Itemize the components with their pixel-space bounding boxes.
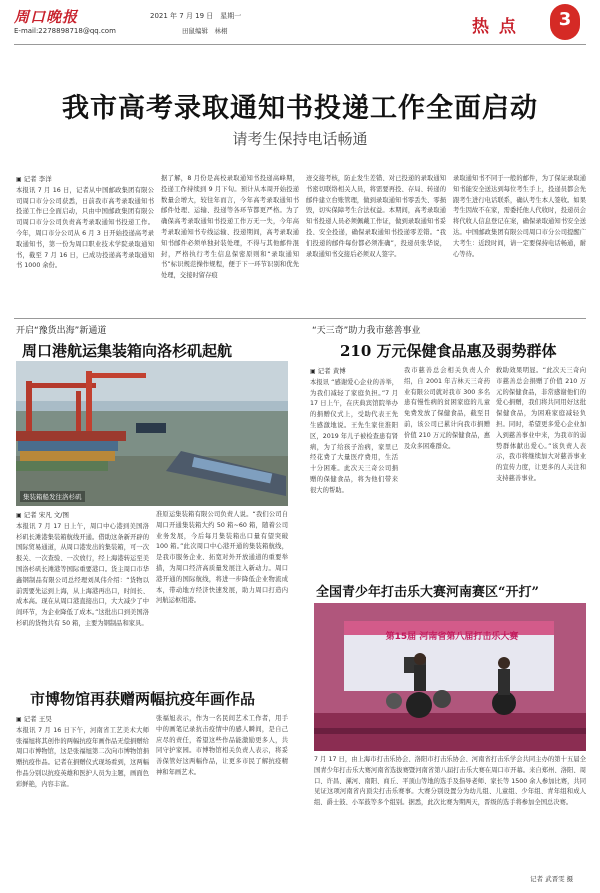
lead-byline: ▣ 记者 李洋	[16, 174, 154, 186]
charity-headline: 210 万元保健食品惠及弱势群体	[340, 342, 557, 360]
charity-column-3: 救助效果明显。“此次天三奇向市慈善总会捐赠了价值 210 万元的保健食品，非常感谢他们的爱心捐赠，我们将共同用好这批保健食品，为困难家庭减轻负担。同时，希望更多爱心企业加入到慈善事业中来，为我市的弱势群体献出爱心。”该负责人表示，我市将继续加大对慈善事业的宣传力度，让更多的人关注和支持慈善事业。	[496, 367, 586, 482]
drum-byline: 记者 武晋雯 摄	[530, 875, 574, 883]
lead-column-1	[16, 174, 154, 314]
port-column-1	[16, 510, 149, 670]
port-photo-caption: 集装箱船发往洛杉矶	[20, 491, 85, 502]
masthead-divider	[14, 44, 586, 45]
drum-headline: 全国青少年打击乐大赛河南赛区“开打”	[316, 585, 539, 600]
lead-text-1: 本报讯 7 月 16 日，记者从中国邮政集团有限公司周口市分公司获悉，日前我市高考录取通知书投递工作已全面启动，只由中国邮政集团有限公司周口市分公司负责高考录取通知书投递工作。今年，周口市分公司从 6 月 3 日开始投递高考录取通知书，第一份为周口职业技术学院录取通知书，截至 7 月 16 日，已成功投递高考录取通知书 1000 余份。	[16, 186, 154, 270]
charity-kicker: “天三奇”助力我市慈善事业	[312, 326, 421, 336]
drum-photo-image	[314, 603, 586, 751]
museum-byline: ▣ 记者 王昊	[16, 714, 149, 726]
port-photo-image	[16, 361, 288, 506]
lead-headline: 我市高考录取通知书投递工作全面启动	[62, 93, 538, 124]
masthead	[0, 0, 600, 44]
lead-column-3: 迹交接考核，防止发生差错、对已投递的录取通知书密切联络相关人员，将需要再投、存局、转递的邮件建立台账管理，做到录取通知书零丢失、零损毁，切实保障考生合法权益。本期间，高考录取通知书投递人员必须佩戴工作证，做到录取通知书妥投、安全投递，确保录取通知书投递零差错。“我们投递的邮件每份都必须准确”，投递员张华说，录取通知书交接后必须双人签字。	[306, 175, 446, 258]
port-photo	[16, 361, 288, 506]
port-kicker: 开启“豫货出海”新通道	[16, 326, 107, 336]
drum-photo	[314, 603, 586, 751]
museum-column-2: 张福旭表示，作为一名民间艺术工作者，用手中的画笔记录抗击疫情中的感人瞬间，是自己应尽的责任，希望这些作品能激励更多人，共同守护家园。市博物馆相关负责人表示，将妥善保管好这两幅作品，让更多市民了解抗疫精神和年画艺术。	[156, 715, 288, 776]
port-column-2: 准原运集装箱有限公司负责人说。“我们公司自周口开通集装箱大约 50 箱~60 箱，随着公司业务发展，今后每月集装箱出口量有望突破 100 箱。”此次周口中心港开通的集装箱航线，是我市服务企业、拓宽对外开放通道的重要举措，为周口经济高质量发展注入新动力。周口港开通的国际航线，将进一步降低企业物流成本，带动地方经济快速发展，助力周口打造内河航运枢纽港。	[156, 511, 288, 605]
lead-column-4: 录取通知书不同于一般的邮件，为了保证录取通知书能安全送达到每位考生手上，投递员都会先跟考生进行电话联系，确认考生本人签收。如果考生因故不在家，需委托他人代收时，投递员会将代收人信息登记在案，确保录取通知书安全送达。中国邮政集团有限公司周口市分公司提醒广大考生：近段时间，请一定要保持电话畅通，耐心等待。	[453, 175, 586, 258]
newspaper-logo: 周口晚报	[14, 8, 79, 26]
drum-text: 7 月 17 日，由上海市打击乐协会、洛阳市打击乐协会、河南省打击乐学会共同主办的第十五届全国青少年打击乐大赛河南省选拔赛暨河南省第八届打击乐大赛在周口市开幕。来自郑州、洛阳、周口、许昌、漯河、南阳、商丘、平顶山等地的选手及指导老师、家长等 1500 余人参加比赛，共同见证这项河南省内顶尖打击乐赛事。大赛分别设置分为幼儿组、儿童组、少年组、青年组和成人组、爵士鼓、小军鼓等多个组别。据悉，此次比赛为期两天，晋级的选手将参加全国总决赛。	[314, 756, 586, 807]
museum-text-1: 本报讯 7 月 16 日下午，河南省工艺美术大师张福旭将其创作的两幅抗疫年画作品无偿捐赠给周口市博物馆，这是张福旭第二次向市博物馆捐赠抗疫作品。记者在捐赠仪式现场看到，这两幅作品分别以抗疫英雄和医护人员为主题，画面色彩鲜艳，内容丰富。	[16, 726, 149, 788]
port-byline: ▣ 记者 宋凡 文/图	[16, 510, 149, 522]
lead-subheadline: 请考生保持电话畅通	[232, 130, 368, 148]
port-text-1: 本报讯 7 月 17 日上午，周口中心港到美国洛杉矶长滩港集装箱航线开通。借助这条新开辟的国际贸易通道，从周口港发出的集装箱，可一次报关、一次查验、一次放行，经上海港转运至美国洛杉矶长滩港等国际重要港口。货主周口市华鑫钢制品有限公司总经理刘凤伟介绍：“货物以前需要先运到上海，从上海港再出口，时间长、成本高。现在从周口港直接出口，大大减少了中间环节，为企业降低了成本。”这批出口到美国洛杉矶的货物共有 50 箱，主要为钢制品和家具。	[16, 522, 149, 627]
charity-column-1	[310, 366, 398, 566]
museum-headline: 市博物馆再获赠两幅抗疫年画作品	[30, 690, 256, 708]
port-headline: 周口港航运集装箱向洛杉矶起航	[22, 342, 233, 360]
lead-column-2: 据了解，8 月份是高校录取通知书投递高峰期，投递工作持续到 9 月下旬。预计从本周开始投递数量会增大，较往年而言，今年高考录取通知书邮件处理、运输、投递等各环节都更严格。为了确保高考录取通知书投递工作万无一失，今年高考录取通知书专线运输、投递期间，高考录取通知书邮件必须单独封装处理，不得与其他邮件混封，严格执行考生信息保密原则和“录取通知书”标识规范操作规程，便于下一环节识别和优先处理，交接时留存痕	[161, 175, 299, 280]
masthead-email: E-mail:2278898718@qq.com	[14, 27, 116, 35]
drum-banner-text: 第15届 河南省第八届打击乐大赛	[385, 632, 519, 642]
museum-column-1	[16, 714, 149, 884]
charity-text-1: 本报讯 “感谢爱心企业的善举，为我们减轻了家庭负担。”7 月 17 日上午，在庆典宾馆院举办的捐赠仪式上，受助代表王先生感激地说。王先生家住淮阳区，2019 年儿子被检查患有肾病，为了给孩子治病，家里已经花费了大量医疗费用，生活十分困难。此次天三奇公司捐赠的保健食品，将为他们带来很大的帮助。	[310, 378, 398, 494]
section-title: 热 点	[472, 17, 518, 37]
masthead-date: 2021 年 7 月 19 日 星期一	[150, 12, 242, 20]
charity-column-2: 我市慈善总会相关负责人介绍，自 2001 年吉林天三奇药业有限公司就对我市 300 多名患有慢性病的贫困家庭的儿童免费发放了保健食品，截至目前，该公司已累计向我市捐赠价值 210 万元的保健食品，惠及众多困难群众。	[404, 367, 490, 450]
lead-divider	[14, 318, 586, 319]
page-number-badge: 3	[550, 4, 580, 40]
charity-byline: ▣ 记者 黄博	[310, 366, 398, 378]
masthead-editors: 田鼠编辑 林栩	[182, 27, 228, 35]
